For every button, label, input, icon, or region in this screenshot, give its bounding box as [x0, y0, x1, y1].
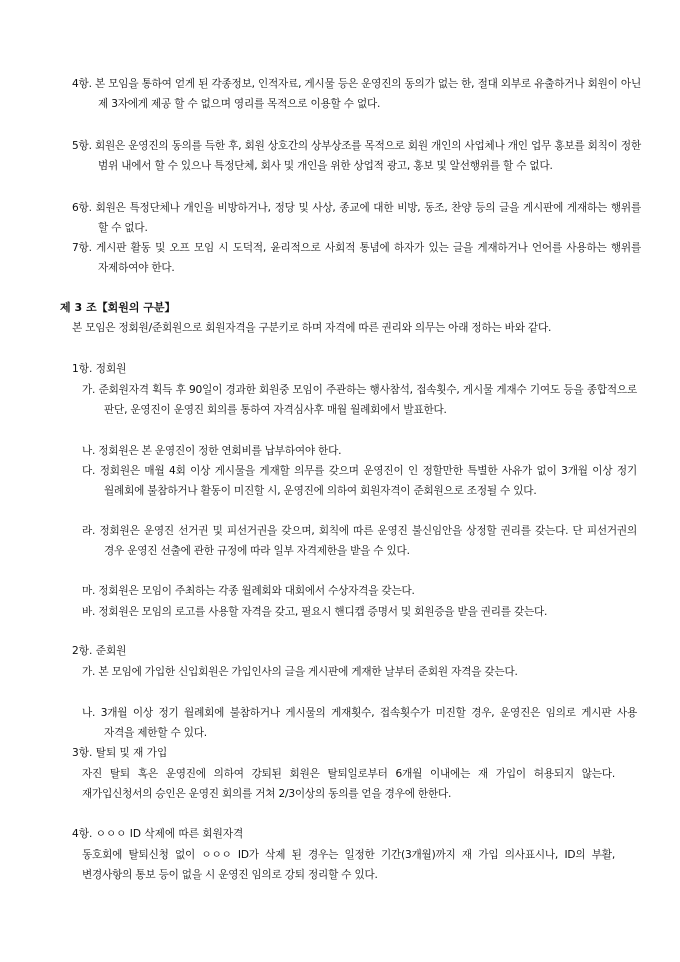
clause-text: 회원은 특정단체나 개인을 비방하거나, 정당 및 사상, 종교에 대한 비방, 동조, 찬양 등의 글을 게시판에 게재하는 행위를 할 수 없다. [95, 202, 641, 234]
item-label: 바. [82, 606, 96, 618]
clause-2-6 [72, 198, 641, 238]
clause-2-5 [72, 136, 641, 176]
item-label: 라. [82, 525, 96, 537]
item-label: 가. [82, 384, 96, 396]
section-1-item-na [82, 441, 637, 461]
item-label: 다. [82, 465, 96, 477]
item-text: 본 모임에 가입한 신입회원은 가입인사의 글을 게시판에 게재한 날부터 준회원 자격을 갖는다. [98, 666, 518, 678]
section-3-heading [72, 743, 167, 763]
item-label: 가. [82, 666, 96, 678]
clause-text: 본 모임을 통하여 얻게 된 각종정보, 인적자료, 게시물 등은 운영진의 동의가 없는 한, 절대 외부로 유출하거나 회원이 아닌 제 3자에게 제공 할 수 없으며 영리를 목적으로 이용할 수 없다. [94, 78, 641, 110]
section-1-item-ba [82, 602, 637, 622]
clause-text: 회원은 운영진의 동의를 득한 후, 회원 상호간의 상부상조를 목적으로 회원 개인의 사업체나 개인 업무 홍보를 회칙이 정한 범위 내에서 할 수 있으나 특정단체, 회사 및 개인을 위한 상업적 광고, 홍보 및 알선행위를 할 수 없다. [94, 140, 641, 172]
intro-text: 본 모임은 정회원/준회원으로 회원자격을 구분키로 하며 자격에 따른 권리와 의무는 아래 정하는 바와 같다. [72, 322, 552, 334]
section-1-item-ra [82, 521, 637, 561]
section-label: 1항. [72, 363, 93, 375]
clause-2-4 [72, 74, 641, 114]
section-1-item-da [82, 461, 637, 501]
item-text: 준회원자격 획득 후 90일이 경과한 회원중 모임이 주관하는 행사참석, 접속횟수, 게시물 게재수 기여도 등을 종합적으로 판단, 운영진이 운영진 회의를 통하여 자격심사후 매월 월례회에서 발표한다. [98, 384, 637, 416]
clause-label: 4항. [72, 78, 92, 90]
item-label: 나. [82, 707, 96, 719]
section-1-item-ga [82, 380, 637, 420]
section-2-heading [72, 641, 126, 661]
section-1-item-ma [82, 581, 637, 601]
section-4-text: 동호회에 탈퇴신청 없이 ㅇㅇㅇ ID가 삭제 된 경우는 일정한 기간(3개월)까지 재 가입 의사표시나, ID의 부활, 변경사항의 통보 등이 없을 시 운영진 임의로 강퇴 정리할 수 있다. [82, 849, 615, 881]
section-label: 4항. [72, 828, 93, 840]
item-label: 마. [82, 585, 96, 597]
item-text: 정회원은 모임의 로고를 사용할 자격을 갖고, 필요시 핸디캡 증명서 및 회원증을 받을 권리를 갖는다. [98, 606, 548, 618]
item-text: 정회원은 모임이 주최하는 각종 월례회와 대회에서 수상자격을 갖는다. [98, 585, 415, 597]
clause-text: 게시판 활동 및 오프 모임 시 도덕적, 윤리적으로 사회적 통념에 하자가 있는 글을 게재하거나 언어를 사용하는 행위를 자제하여야 한다. [96, 242, 642, 274]
item-label: 나. [82, 445, 96, 457]
section-2-item-ga [82, 662, 637, 682]
article-3-title: 제 3 조【회원의 구분】 [60, 301, 176, 314]
section-title: ㅇㅇㅇ ID 삭제에 따른 회원자격 [95, 828, 244, 840]
section-label: 2항. [72, 645, 93, 657]
item-text: 정회원은 운영진 선거권 및 피선거권을 갖으며, 회칙에 따른 운영진 불신임안을 상정할 권리를 갖는다. 단 피선거권의 경우 운영진 선출에 관한 규정에 따라 일부 자격제한을 받을 수 있다. [99, 525, 637, 557]
item-text: 정회원은 매월 4회 이상 게시물을 게재할 의무를 갖으며 운영진이 인 정할만한 특별한 사유가 없이 3개월 이상 정기 월례회에 불참하거나 활동이 미진할 시, 운영진에 의하여 회원자격이 준회원으로 조정될 수 있다. [99, 465, 637, 497]
article-3-intro [72, 318, 619, 338]
section-2-item-na [82, 703, 637, 743]
section-3-text: 자진 탈퇴 혹은 운영진에 의하여 강퇴된 회원은 탈퇴일로부터 6개월 이내에는 재 가입이 허용되지 않는다. 재가입신청서의 승인은 운영진 회의를 거쳐 2/3이상의 동의를 얻을 경우에 한한다. [82, 768, 615, 800]
section-4-heading [72, 824, 243, 844]
clause-label: 5항. [72, 140, 92, 152]
clause-2-7 [72, 238, 641, 278]
section-title: 탈퇴 및 재 가입 [95, 747, 168, 759]
item-text: 3개월 이상 정기 월례회에 불참하거나 게시물의 게재횟수, 접속횟수가 미진할 경우, 운영진은 임의로 게시판 사용 자격을 제한할 수 있다. [100, 707, 637, 739]
clause-label: 6항. [72, 202, 92, 214]
section-title: 준회원 [95, 645, 127, 657]
item-text: 정회원은 본 운영진이 정한 연회비를 납부하여야 한다. [98, 445, 342, 457]
section-title: 정회원 [95, 363, 127, 375]
section-1-heading [72, 359, 126, 379]
clause-label: 7항. [72, 242, 92, 254]
section-label: 3항. [72, 747, 93, 759]
